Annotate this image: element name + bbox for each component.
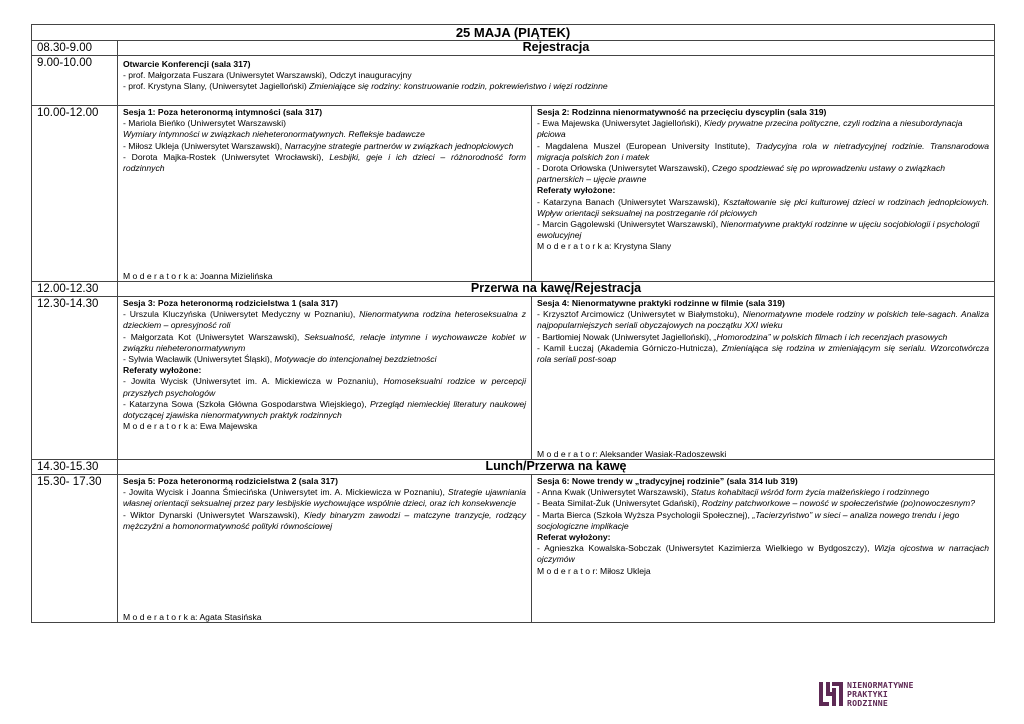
talk-entry bbox=[537, 309, 989, 331]
session-5-cell bbox=[118, 475, 532, 623]
session-row-1000 bbox=[32, 106, 995, 282]
talk-entry bbox=[123, 487, 526, 509]
time-cell: 12.30-14.30 bbox=[32, 297, 118, 460]
session-title: Sesja 1: Poza heteronormą intymności (sala 317) bbox=[123, 107, 323, 117]
talk-title: Rodziny patchworkowe – nowość w społeczeństwie (po)nowoczesnym? bbox=[701, 498, 975, 509]
moderator-line bbox=[123, 271, 273, 282]
talk-entry bbox=[537, 332, 989, 343]
session-title: Sesja 2: Rodzinna nienormatywność na przecięciu dyscyplin (sala 319) bbox=[537, 107, 827, 117]
talk-entry bbox=[537, 141, 989, 163]
time-cell: 9.00-10.00 bbox=[32, 56, 118, 106]
opening-title: Otwarcie Konferencji (sala 317) bbox=[123, 59, 251, 69]
lunch-title: Lunch/Przerwa na kawę bbox=[118, 460, 995, 475]
session-title: Sesja 4: Nienormatywne praktyki rodzinne w filmie (sala 319) bbox=[537, 298, 785, 308]
conference-logo bbox=[818, 680, 928, 710]
talk-title: Wymiary intymności w związkach nieheteronormatywnych. Refleksje badawcze bbox=[123, 129, 425, 140]
talk-title: „Tacierzyństwo” w sieci – analiza nowego trendu i jego socjologiczne implikacje bbox=[537, 509, 960, 531]
speaker: - Jowita Wycisk (Uniwersytet im. A. Mickiewicza w Poznaniu), bbox=[123, 376, 379, 387]
speaker: - Marta Bierca (Szkoła Wyższa Psychologii Społecznej), bbox=[537, 509, 750, 520]
moderator-name: Agata Stasińska bbox=[199, 611, 262, 622]
talk-title: Status kohabitacji wśród form życia małżeńskiego i rodzinnego bbox=[690, 487, 930, 498]
logo-line-1: NIENORMATYWNE bbox=[847, 680, 914, 690]
session-row-1230 bbox=[32, 297, 995, 460]
moderator-line bbox=[537, 566, 989, 577]
speaker: - Ewa Majewska (Uniwersytet Jagielloński), bbox=[537, 118, 702, 129]
talk-title: Nienormatywna rodzina heteroseksualna z dzieckiem – opresyjność roli bbox=[123, 309, 526, 331]
talk-entry bbox=[537, 197, 989, 219]
session-row-1530 bbox=[32, 475, 995, 623]
talk-title: Lesbijki, geje i ich dzieci – różnorodność form rodzinnych bbox=[123, 151, 526, 174]
time-cell: 12.00-12.30 bbox=[32, 282, 118, 297]
talk-entry bbox=[123, 152, 526, 174]
talk-entry bbox=[123, 510, 526, 532]
talk-title: Czego spodziewać się po wprowadzeniu ustawy o związkach partnerskich – ujęcie prawne bbox=[537, 163, 946, 185]
moderator-name: Krystyna Slany bbox=[613, 241, 672, 252]
speaker: - Mariola Bieńko (Uniwersytet Warszawski) bbox=[123, 118, 286, 129]
session-3-cell bbox=[118, 297, 532, 460]
talk-title: Kiedy binaryzm zawodzi – matczyne tranzycje, rodzący mężczyźni a homonormatywność polityki równościowej bbox=[123, 509, 527, 531]
talk-title: Seksualność, relacje intymne i wychowawcze kobiet w związku nieheteronormatywnym bbox=[123, 331, 527, 353]
talk-title: Nienormatywne modele rodziny w polskich tele-sagach. Analiza najpopularniejszych seriali obyczajowych na początku XXI wieku bbox=[537, 309, 990, 331]
moderator-label: M o d e r a t o r k a: bbox=[123, 611, 198, 622]
talk-entry bbox=[537, 487, 989, 498]
session-4-body bbox=[537, 298, 990, 459]
speaker: - Wiktor Dynarski (Uniwersytet Warszawski), bbox=[123, 509, 300, 520]
referaty-heading: Referaty wyłożone: bbox=[123, 365, 202, 376]
talk-title: Zmieniające się rodziny: konstruowanie rodzin, pokrewieństwo i więzi rodzinne bbox=[309, 81, 608, 92]
speaker: - Anna Kwak (Uniwersytet Warszawski), bbox=[537, 487, 689, 498]
speaker: - Miłosz Ukleja (Uniwersytet Warszawski), bbox=[123, 140, 283, 151]
moderator-name: Joanna Mizielińska bbox=[199, 270, 273, 281]
moderator-name: Miłosz Ukleja bbox=[600, 565, 651, 576]
talk-entry bbox=[537, 343, 989, 365]
speaker: - Dorota Orłowska (Uniwersytet Warszawski), bbox=[537, 163, 710, 174]
session-title: Sesja 5: Poza heteronormą rodzicielstwa 2 (sala 317) bbox=[123, 476, 338, 486]
speaker: - Beata Similat-Żuk (Uniwersytet Gdański), bbox=[537, 498, 700, 509]
talk-entry bbox=[537, 543, 989, 565]
session-5-body bbox=[123, 476, 527, 622]
speaker: - Katarzyna Banach (Uniwersytet Warszawski), bbox=[537, 196, 720, 207]
opening-line-2 bbox=[123, 81, 989, 92]
session-6-cell bbox=[532, 475, 995, 623]
time-cell: 14.30-15.30 bbox=[32, 460, 118, 475]
speaker: - Katarzyna Sowa (Szkoła Główna Gospodarstwa Wiejskiego), bbox=[123, 398, 367, 409]
logo-line-2: PRAKTYKI bbox=[847, 689, 889, 700]
speaker: - Sylwia Wacławik (Uniwersytet Śląski), bbox=[123, 354, 273, 365]
speaker: - Małgorzata Kot (Uniwersytet Warszawski), bbox=[123, 331, 300, 342]
talk-entry bbox=[537, 219, 989, 241]
opening-cell bbox=[118, 56, 995, 106]
talk-title: Homoseksualni rodzice w percepcji przyszłych psychologów bbox=[123, 376, 526, 398]
referaty-heading: Referat wyłożony: bbox=[537, 532, 611, 543]
talk-title: Tradycyjna rola w nietradycyjnej rodzinie. Transnarodowa migracja polskich żon i matek bbox=[537, 140, 990, 162]
moderator-line bbox=[123, 421, 526, 432]
talk-title: Kiedy prywatne przecina polityczne, czyli rodzina a niesubordynacja płciowa bbox=[537, 118, 963, 140]
moderator-line bbox=[537, 241, 989, 252]
talk-entry bbox=[123, 354, 526, 365]
talk-title: Narracyjne strategie partnerów w związkach jednopłciowych bbox=[284, 140, 514, 151]
break-row bbox=[32, 282, 995, 297]
registration-title: Rejestracja bbox=[118, 41, 995, 56]
talk-title: Przegląd niemieckiej literatury naukowej dotyczącej zjawiska nienormatywnych praktyk rodzinnych bbox=[123, 398, 527, 421]
speaker: - Krzysztof Arcimowicz (Uniwersytet w Białymstoku), bbox=[537, 309, 740, 320]
speaker: - Dorota Majka-Rostek (Uniwersytet Wrocławski), bbox=[123, 151, 324, 162]
talk-entry bbox=[123, 309, 526, 331]
moderator-name: Aleksander Wasiak-Radoszewski bbox=[599, 448, 727, 459]
talk-entry bbox=[537, 510, 989, 532]
talk-title: Strategie ujawniania własnej orientacji seksualnej przez pary lesbijskie wychowujące wspólnie dzieci, oraz ich konsekwencje bbox=[123, 487, 526, 509]
session-1-body bbox=[123, 107, 526, 281]
session-1-cell bbox=[118, 106, 532, 282]
time-cell: 08.30-9.00 bbox=[32, 41, 118, 56]
talk-entry bbox=[537, 498, 989, 509]
talk-title: Kształtowanie się płci kulturowej dzieci w rodzinach jednopłciowych. Wpływ orientacji seksualnej na postrzeganie ról płciowych bbox=[537, 196, 990, 218]
schedule-table bbox=[31, 24, 995, 623]
talk-title: Motywacje do intencjonalnej bezdzietności bbox=[274, 354, 437, 365]
talk-entry bbox=[123, 399, 526, 421]
moderator-label: M o d e r a t o r: bbox=[537, 565, 598, 576]
talk-title: Wizja ojcostwa w narracjach ojczymów bbox=[537, 543, 990, 565]
speaker: - Kamil Łuczaj (Akademia Górniczo-Hutnicza), bbox=[537, 342, 719, 353]
moderator-line bbox=[123, 612, 262, 623]
talk-entry bbox=[123, 376, 526, 398]
talk-title: Zmieniająca się rodzina w zmieniającym się serialu. Wzorcotwórcza rola seriali post-soap bbox=[537, 342, 989, 365]
talk-title: Nienormatywne praktyki rodzinne w ujęciu socjobiologii i psychologii ewolucyjnej bbox=[537, 219, 980, 241]
speaker: - prof. Krystyna Slany, (Uniwersytet Jagielloński) bbox=[123, 81, 307, 92]
talk-title: „Homorodzina” w polskich filmach i ich recenzjach prasowych bbox=[713, 331, 948, 342]
moderator-label: M o d e r a t o r k a: bbox=[537, 241, 612, 252]
moderator-label: M o d e r a t o r: bbox=[537, 448, 598, 459]
speaker: - Agnieszka Kowalska-Sobczak (Uniwersytet Kazimierza Wielkiego w Bydgoszczy), bbox=[537, 543, 870, 554]
talk-entry bbox=[123, 141, 526, 152]
session-title: Sesja 3: Poza heteronormą rodzicielstwa 1 (sala 317) bbox=[123, 298, 338, 308]
speaker: - Marcin Gągolewski (Uniwersytet Warszawski), bbox=[537, 219, 719, 230]
logo-line-3: RODZINNE bbox=[847, 698, 889, 709]
talk-entry bbox=[537, 163, 989, 185]
speaker: - Jowita Wycisk i Joanna Śmiecińska (Uniwersytet im. A. Mickiewicza w Poznaniu), bbox=[123, 487, 445, 498]
talk-entry bbox=[537, 118, 989, 140]
lunch-row bbox=[32, 460, 995, 475]
referaty-heading: Referaty wyłożone: bbox=[537, 185, 616, 196]
moderator-line bbox=[537, 449, 726, 460]
day-header-row bbox=[32, 25, 995, 41]
moderator-label: M o d e r a t o r k a: bbox=[123, 270, 198, 281]
session-4-cell bbox=[532, 297, 995, 460]
talk-entry bbox=[123, 332, 526, 354]
session-2-cell bbox=[532, 106, 995, 282]
speaker: - Urszula Kluczyńska (Uniwersytet Medyczny w Poznaniu), bbox=[123, 309, 356, 320]
session-title: Sesja 6: Nowe trendy w „tradycyjnej rodzinie” (sala 314 lub 319) bbox=[537, 476, 798, 486]
logo-mark-icon bbox=[818, 680, 844, 708]
logo-text bbox=[847, 681, 914, 709]
opening-row bbox=[32, 56, 995, 106]
time-cell: 10.00-12.00 bbox=[32, 106, 118, 282]
moderator-name: Ewa Majewska bbox=[199, 421, 258, 432]
break-title: Przerwa na kawę/Rejestracja bbox=[118, 282, 995, 297]
day-header: 25 MAJA (PIĄTEK) bbox=[32, 25, 995, 41]
speaker: - Bartłomiej Nowak (Uniwersytet Jagielloński), bbox=[537, 331, 712, 342]
time-cell: 15.30- 17.30 bbox=[32, 475, 118, 623]
registration-row bbox=[32, 41, 995, 56]
opening-line-1: - prof. Małgorzata Fuszara (Uniwersytet Warszawski), Odczyt inauguracyjny bbox=[123, 70, 412, 81]
moderator-label: M o d e r a t o r k a: bbox=[123, 421, 198, 432]
speaker: - Magdalena Muszel (European University Institute), bbox=[537, 140, 751, 151]
